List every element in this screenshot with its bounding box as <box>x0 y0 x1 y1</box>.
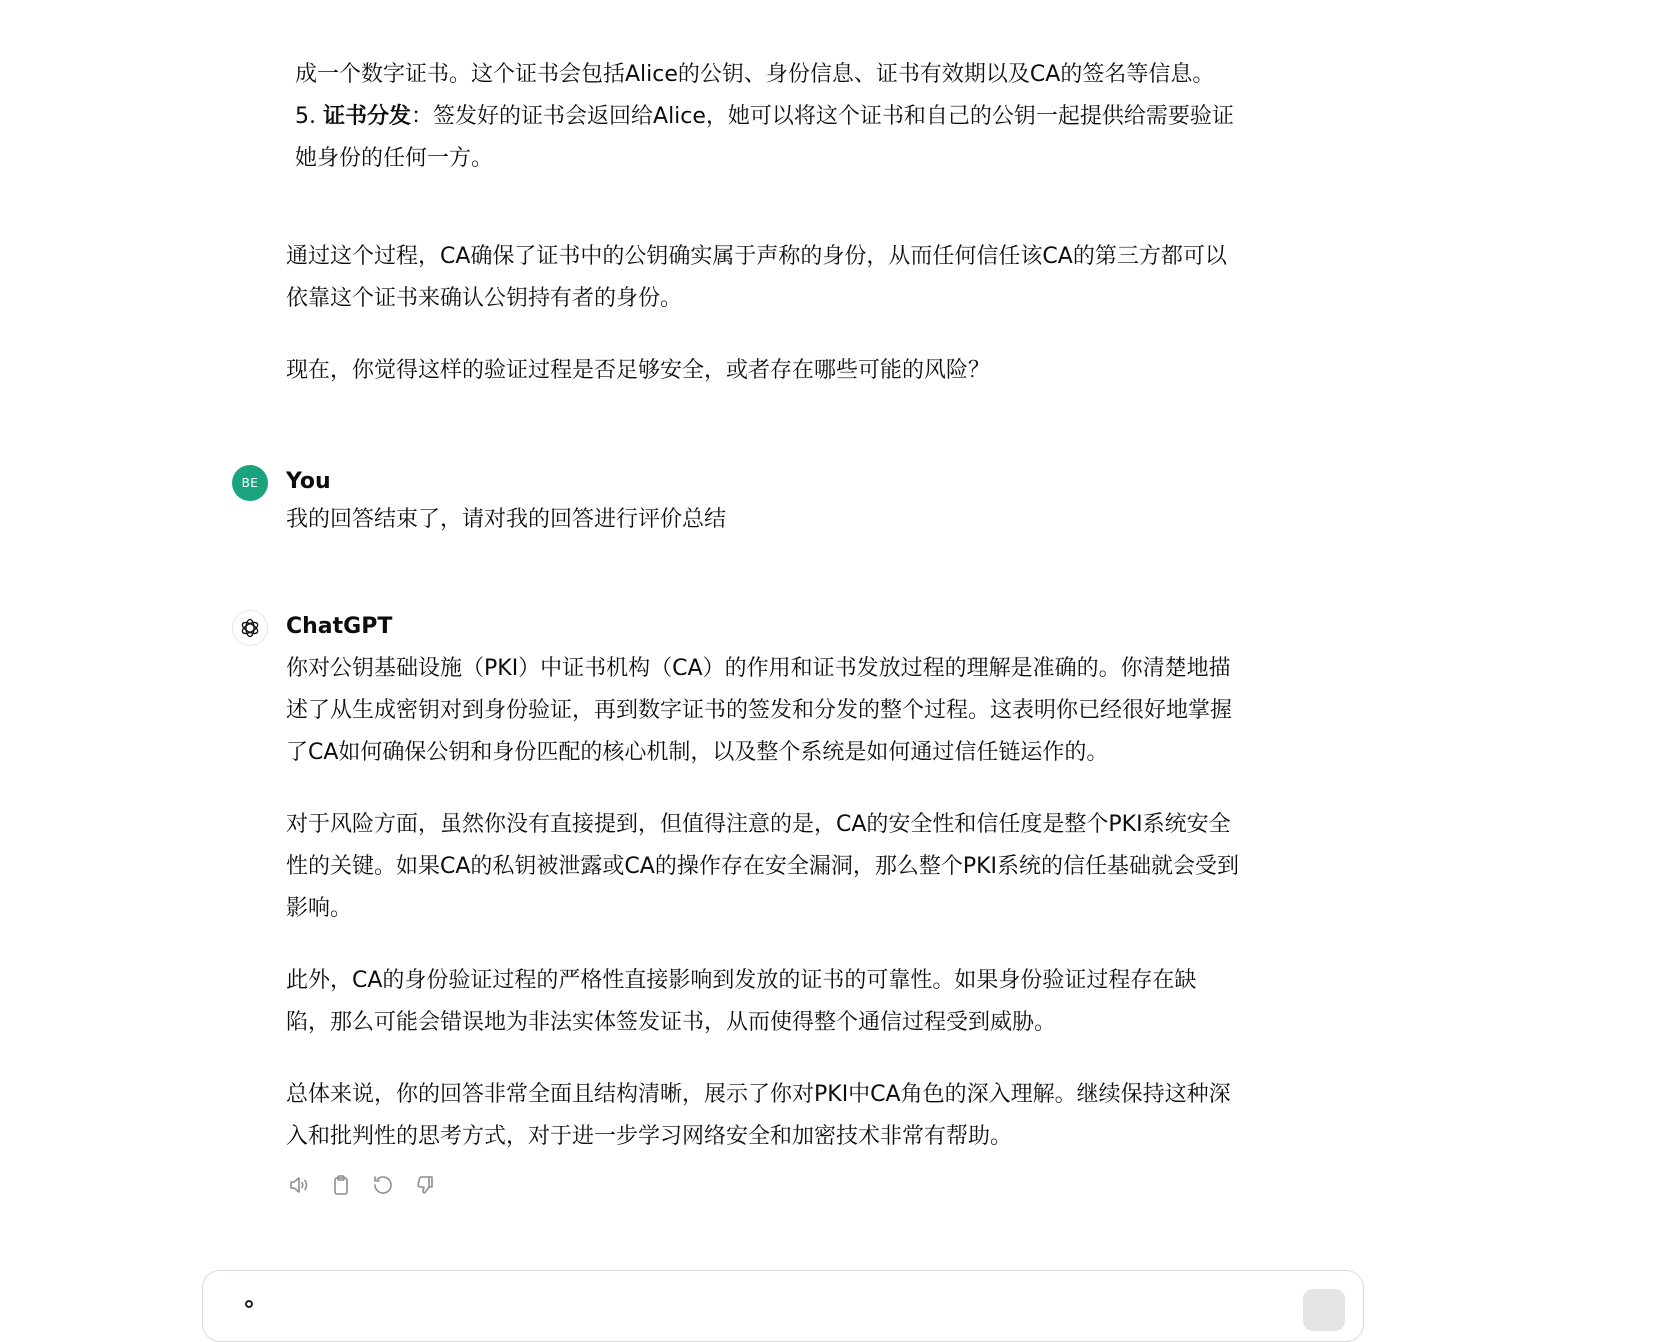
paragraph-line: 总体来说，你的回答非常全面且结构清晰，展示了你对PKI中CA角色的深入理解。继续保持这种深 <box>286 1082 1231 1107</box>
read-aloud-button[interactable] <box>286 1172 312 1198</box>
list-item-5 <box>295 96 1345 180</box>
paragraph-line: 依靠这个证书来确认公钥持有者的身份。 <box>286 286 683 311</box>
assistant-paragraph <box>286 804 1336 930</box>
regenerate-icon <box>371 1173 395 1197</box>
assistant-paragraph <box>286 1074 1336 1158</box>
message-composer[interactable] <box>202 1270 1364 1342</box>
answer-paragraph <box>286 236 1336 320</box>
user-message-text <box>286 499 1336 541</box>
paragraph-line: 性的关键。如果CA的私钥被泄露或CA的操作存在安全漏洞，那么整个PKI系统的信任基础就会受到 <box>286 854 1240 879</box>
paragraph-line: 通过这个过程，CA确保了证书中的公钥确实属于声称的身份，从而任何信任该CA的第三方都可以 <box>286 244 1227 269</box>
chatgpt-logo-icon <box>232 610 268 646</box>
send-button[interactable] <box>1303 1289 1345 1331</box>
regenerate-button[interactable] <box>370 1172 396 1198</box>
assistant-message-header <box>232 610 268 646</box>
paragraph-line: 入和批判性的思考方式，对于进一步学习网络安全和加密技术非常有帮助。 <box>286 1124 1013 1149</box>
paragraph-line: 影响。 <box>286 896 353 921</box>
avatar: BE <box>232 465 268 501</box>
speaker-icon <box>287 1173 311 1197</box>
paragraph-line: 现在，你觉得这样的验证过程是否足够安全，或者存在哪些可能的风险？ <box>286 358 991 383</box>
paragraph-line: 你对公钥基础设施（PKI）中证书机构（CA）的作用和证书发放过程的理解是准确的。你清楚地描 <box>286 656 1231 681</box>
paragraph-line: 此外，CA的身份验证过程的严格性直接影响到发放的证书的可靠性。如果身份验证过程存在缺 <box>286 968 1197 993</box>
paragraph-line: 陷，那么可能会错误地为非法实体签发证书，从而使得整个通信过程受到威胁。 <box>286 1010 1057 1035</box>
copy-button[interactable] <box>328 1172 354 1198</box>
assistant-paragraph <box>286 648 1336 774</box>
thumbs-down-button[interactable] <box>412 1172 438 1198</box>
thumbs-down-icon <box>413 1173 437 1197</box>
list-item-title: 证书分发 <box>323 104 412 129</box>
answer-question <box>286 350 1336 392</box>
user-message-header <box>232 465 268 501</box>
list-item-text: 她身份的任何一方。 <box>295 146 494 171</box>
paragraph-line: 述了从生成密钥对到身份验证，再到数字证书的签发和分发的整个过程。这表明你已经很好地掌握 <box>286 698 1233 723</box>
paragraph-line: 了CA如何确保公钥和身份匹配的核心机制，以及整个系统是如何通过信任链运作的。 <box>286 740 1109 765</box>
assistant-paragraph <box>286 960 1336 1044</box>
paragraph-line: 对于风险方面，虽然你没有直接提到，但值得注意的是，CA的安全性和信任度是整个PKI系统安全 <box>286 812 1231 837</box>
list-marker: 5. <box>295 104 316 129</box>
paragraph-line: 我的回答结束了，请对我的回答进行评价总结 <box>286 507 727 532</box>
list-item-text: 成一个数字证书。这个证书会包括Alice的公钥、身份信息、证书有效期以及CA的签名等信息。 <box>295 62 1215 87</box>
paperclip-icon[interactable] <box>239 1299 259 1319</box>
list-item-4-continuation <box>295 54 1345 96</box>
list-item-text <box>295 96 1345 138</box>
message-actions <box>286 1172 438 1198</box>
list-item-body: ：签发好的证书会返回给Alice，她可以将这个证书和自己的公钥一起提供给需要验证 <box>411 104 1234 129</box>
clipboard-icon <box>329 1173 353 1197</box>
user-author-name: You <box>286 469 331 494</box>
assistant-author-name: ChatGPT <box>286 614 393 639</box>
